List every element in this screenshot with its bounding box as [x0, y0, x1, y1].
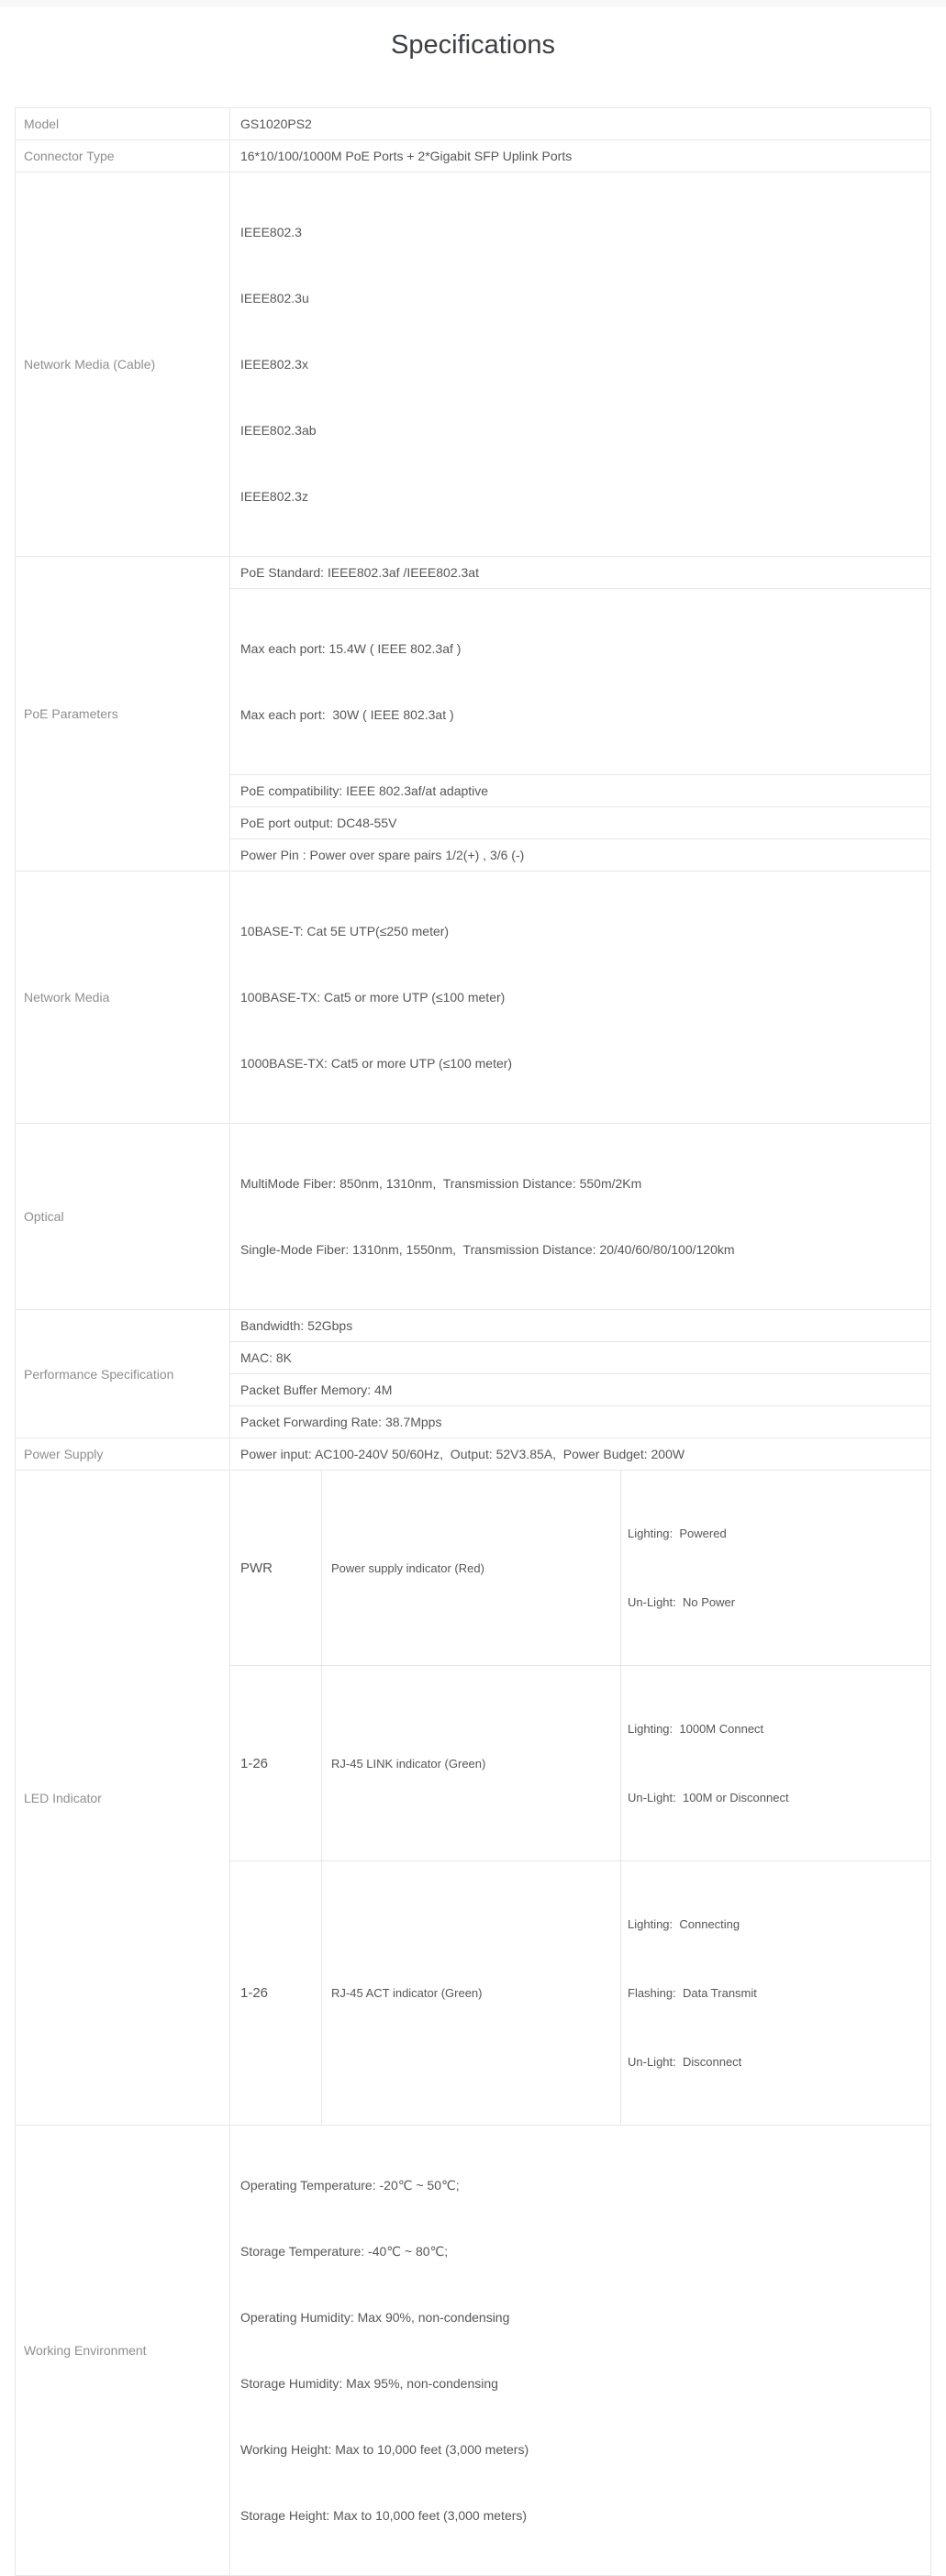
row-label-optical: Optical: [16, 1124, 230, 1310]
led-description: Power supply indicator (Red): [322, 1471, 621, 1666]
row-label-connector-type: Connector Type: [16, 140, 230, 172]
spec-row-network-media-cable: [16, 172, 931, 557]
row-label-model: Model: [16, 108, 230, 140]
row-value-poe-compatibility: PoE compatibility: IEEE 802.3af/at adaptive: [230, 775, 931, 807]
row-value-network-media-cable: [230, 172, 931, 557]
value-line: IEEE802.3x: [240, 357, 308, 372]
led-states: [621, 1471, 931, 1666]
led-code: 1-26: [230, 1666, 322, 1861]
value-line: IEEE802.3: [240, 225, 302, 239]
row-value-poe-max-port: [230, 589, 931, 775]
value-line: IEEE802.3ab: [240, 423, 317, 438]
row-value-connector-type: 16*10/100/1000M PoE Ports + 2*Gigabit SFP Uplink Ports: [230, 140, 931, 172]
value-line: Single-Mode Fiber: 1310nm, 1550nm, Transmission Distance: 20/40/60/80/100/120km: [240, 1242, 735, 1257]
page-top-strip: [0, 0, 946, 6]
spec-row-led-pwr: [16, 1471, 931, 1666]
value-line: Storage Temperature: -40℃ ~ 80℃;: [240, 2244, 449, 2259]
page-title: Specifications: [391, 30, 555, 60]
row-label-network-media-cable: Network Media (Cable): [16, 172, 230, 557]
row-value-optical: [230, 1124, 931, 1310]
value-line: 100BASE-TX: Cat5 or more UTP (≤100 meter): [240, 990, 506, 1005]
row-value-network-media: [230, 872, 931, 1124]
led-state-line: Lighting: Connecting: [628, 1917, 740, 1931]
spec-row-model: [16, 108, 931, 140]
value-line: 1000BASE-TX: Cat5 or more UTP (≤100 meter): [240, 1056, 513, 1071]
led-state-line: Un-Light: Disconnect: [628, 2055, 742, 2069]
spec-row-network-media: [16, 872, 931, 1124]
row-value-model: GS1020PS2: [230, 108, 931, 140]
row-label-performance: Performance Specification: [16, 1310, 230, 1438]
led-states: [621, 1861, 931, 2126]
row-value-working-environment: [230, 2126, 931, 2576]
value-line: Working Height: Max to 10,000 feet (3,000 meters): [240, 2442, 529, 2457]
led-description: RJ-45 LINK indicator (Green): [322, 1666, 621, 1861]
value-line: IEEE802.3u: [240, 291, 309, 305]
led-state-line: Un-Light: No Power: [628, 1595, 736, 1609]
spec-row-working-environment: [16, 2126, 931, 2576]
row-value-bandwidth: Bandwidth: 52Gbps: [230, 1310, 931, 1342]
row-value-power-supply: Power input: AC100-240V 50/60Hz, Output: 52V3.85A, Power Budget: 200W: [230, 1438, 931, 1471]
row-label-network-media: Network Media: [16, 872, 230, 1124]
row-label-power-supply: Power Supply: [16, 1438, 230, 1471]
row-value-poe-power-pin: Power Pin : Power over spare pairs 1/2(+) , 3/6 (-): [230, 839, 931, 872]
value-line: MultiMode Fiber: 850nm, 1310nm, Transmission Distance: 550m/2Km: [240, 1176, 642, 1191]
led-state-line: Un-Light: 100M or Disconnect: [628, 1791, 789, 1804]
led-code: PWR: [230, 1471, 322, 1666]
row-value-poe-port-output: PoE port output: DC48-55V: [230, 807, 931, 839]
value-line: 10BASE-T: Cat 5E UTP(≤250 meter): [240, 924, 450, 938]
value-line: Operating Humidity: Max 90%, non-condensing: [240, 2310, 510, 2325]
led-description: RJ-45 ACT indicator (Green): [322, 1861, 621, 2126]
led-code: 1-26: [230, 1861, 322, 2126]
row-label-working-environment: Working Environment: [16, 2126, 230, 2576]
value-line: Max each port: 15.4W ( IEEE 802.3af ): [240, 641, 462, 656]
row-value-packet-forwarding: Packet Forwarding Rate: 38.7Mpps: [230, 1406, 931, 1438]
value-line: IEEE802.3z: [240, 489, 308, 504]
value-line: Storage Height: Max to 10,000 feet (3,000 meters): [240, 2508, 528, 2523]
row-label-led-indicator: LED Indicator: [16, 1471, 230, 2126]
spec-row-bandwidth: [16, 1310, 931, 1342]
spec-row-poe-standard: [16, 557, 931, 589]
spec-row-optical: [16, 1124, 931, 1310]
spec-row-connector-type: [16, 140, 931, 172]
value-line: Operating Temperature: -20℃ ~ 50℃;: [240, 2178, 460, 2193]
led-state-line: Lighting: 1000M Connect: [628, 1722, 764, 1736]
led-state-line: Flashing: Data Transmit: [628, 1986, 757, 2000]
spec-row-power-supply: [16, 1438, 931, 1471]
row-value-mac: MAC: 8K: [230, 1342, 931, 1374]
row-value-poe-standard: PoE Standard: IEEE802.3af /IEEE802.3at: [230, 557, 931, 589]
row-label-poe-parameters: PoE Parameters: [16, 557, 230, 872]
specifications-table: [15, 107, 931, 2576]
value-line: Max each port: 30W ( IEEE 802.3at ): [240, 707, 454, 722]
led-state-line: Lighting: Powered: [628, 1527, 727, 1540]
row-value-packet-buffer: Packet Buffer Memory: 4M: [230, 1374, 931, 1406]
value-line: Storage Humidity: Max 95%, non-condensing: [240, 2376, 498, 2391]
led-states: [621, 1666, 931, 1861]
